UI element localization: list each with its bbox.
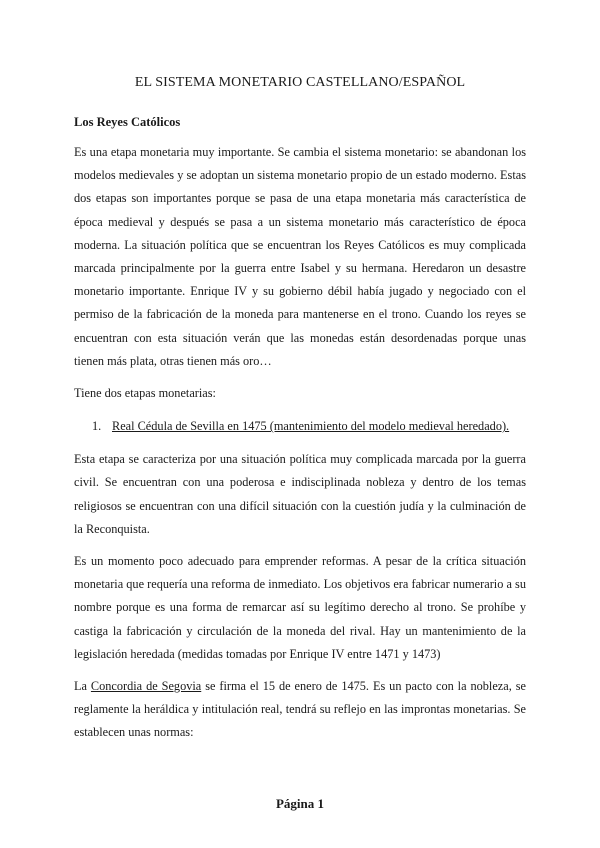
section-heading: Los Reyes Católicos <box>74 115 181 129</box>
document-title: EL SISTEMA MONETARIO CASTELLANO/ESPAÑOL <box>134 75 466 90</box>
paragraph-concordia <box>74 675 526 745</box>
list-item-1 <box>74 418 526 434</box>
paragraph-reforms: Es un momento poco adecuado para emprender reformas. A pesar de la crítica situación monetaria que requería una reforma de inmediato. Los objetivos era fabricar numerario a su nombre porque es una forma de remarcar así su legítimo derecho al trono. Se prohíbe y castiga la fabricación y circulación de la moneda del rival. Hay un mantenimiento de la legislación heredada (medidas tomadas por Enrique IV entre 1471 y 1473) <box>74 554 526 661</box>
paragraph-stage-description: Esta etapa se caracteriza por una situación política muy complicada marcada por la guerra civil. Se encuentran con una poderosa e indisciplinada nobleza y dentro de los temas religiosos se encuentran con una difícil situación con la cuestión judía y la culminación de la Reconquista. <box>74 452 526 536</box>
list-item-text: Real Cédula de Sevilla en 1475 (mantenimiento del modelo medieval heredado). <box>112 419 510 434</box>
paragraph-stages: Tiene dos etapas monetarias: <box>74 386 216 401</box>
page-content <box>74 74 526 745</box>
concordia-prefix: La <box>74 679 91 694</box>
concordia-text: se firma el 15 de enero de 1475. Es un pacto con la nobleza, se reglamente la heráldica y intitulación real, tendrá su reflejo en las improntas monetarias. Se establecen unas normas: <box>74 679 526 740</box>
paragraph-intro: Es una etapa monetaria muy importante. Se cambia el sistema monetario: se abandonan los modelos medievales y se adoptan un sistema monetario propio de un estado moderno. Estas dos etapas son importantes porque se pasa de una etapa monetaria más característica de época medieval y después se pasa a un sistema monetario más característico de época moderna. La situación política que se encuentran los Reyes Católicos es muy complicada marcada principalmente por la guerra entre Isabel y su hermana. Heredaron un desastre monetario importante. Enrique IV y su gobierno débil había jugado y negociado con el permiso de la fabricación de la moneda para mantenerse en el trono. Cuando los reyes se encuentran con esta situación verán que las monedas están desordenadas porque unas tienen más plata, otras tienen más oro… <box>74 145 526 368</box>
list-number: 1. <box>92 419 102 434</box>
concordia-de-segovia-link: Concordia de Segovia <box>90 679 202 694</box>
page-footer: Página 1 <box>275 796 325 811</box>
